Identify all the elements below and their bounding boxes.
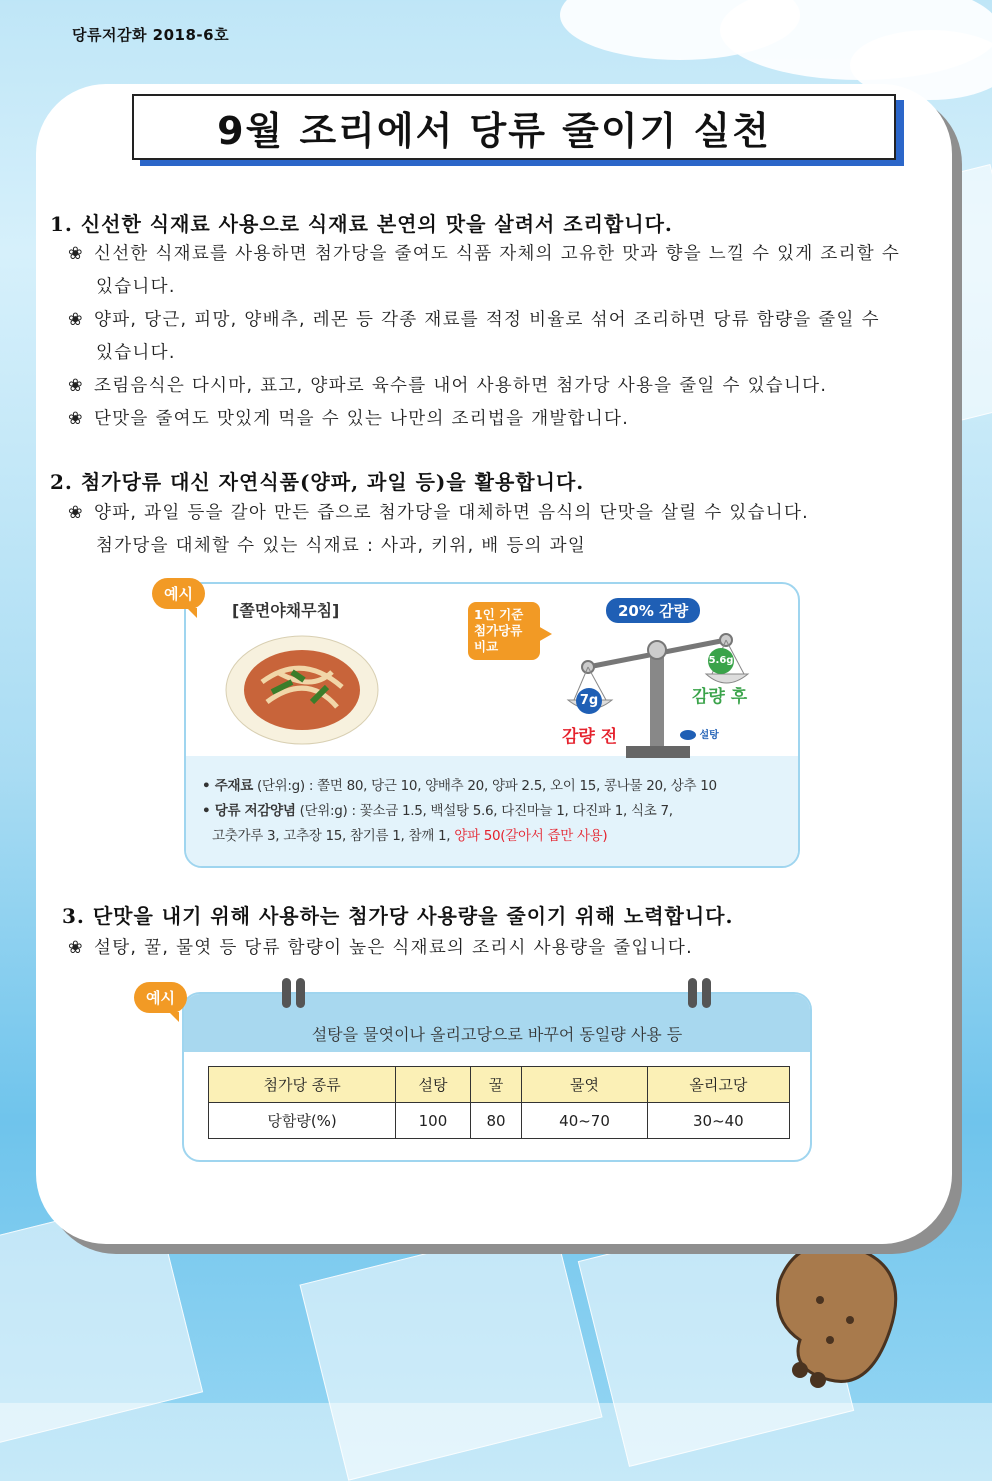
table-header-cell: 첨가당 종류 <box>209 1067 396 1103</box>
issue-tag: 당류저감화 2018-6호 <box>72 26 230 44</box>
table-header-cell: 꿀 <box>470 1067 522 1103</box>
table-cell: 100 <box>396 1103 471 1139</box>
list-item: ❀ 조림음식은 다시마, 표고, 양파로 육수를 내어 사용하면 첨가당 사용을 줄일 수 있습니다. <box>68 370 948 403</box>
section3-text: ❀ 설탕, 꿀, 물엿 등 당류 함량이 높은 식재료의 조리시 사용량을 줄입니다. <box>68 932 948 965</box>
list-item: ❀ 양파, 당근, 피망, 양배추, 레몬 등 각종 재료를 적정 비율로 섞어 조리하면 당류 함량을 줄일 수 <box>68 304 948 337</box>
sugar-content-table <box>208 1066 790 1139</box>
title-box <box>132 94 896 160</box>
after-weight: 5.6g <box>708 648 734 674</box>
flower-bullet-icon: ❀ <box>68 938 84 958</box>
table-header-cell: 설탕 <box>396 1067 471 1103</box>
bubble-tail <box>538 626 552 642</box>
binder-clip-icon <box>688 978 714 1008</box>
list-item: ❀ 단맛을 줄여도 맛있게 먹을 수 있는 나만의 조리법을 개발합니다. <box>68 403 948 436</box>
example-box-recipe <box>184 582 800 868</box>
binder-clip-icon <box>282 978 308 1008</box>
before-label: 감량 전 <box>562 727 618 747</box>
flower-bullet-icon: ❀ <box>68 310 84 330</box>
list-item-cont: 있습니다. <box>96 343 176 363</box>
section1-heading: 1. 신선한 식재료 사용으로 식재료 본연의 맛을 살려서 조리합니다. <box>50 212 673 236</box>
list-item-cont: 있습니다. <box>96 277 176 297</box>
after-label: 감량 후 <box>692 687 748 707</box>
sugar-logo-icon <box>680 730 696 740</box>
reduction-badge: 20% 감량 <box>606 598 700 623</box>
dish-photo <box>222 632 382 748</box>
recipe-info: • 주재료 (단위:g) : 쫄면 80, 당근 10, 양배추 20, 양파 2.5, 오이 15, 콩나물 20, 상추 10 • 당류 저감양념 (단위:g) : 꽃소금 1.5, 백설탕 5.6, 다진마늘 1, 다진파 1, 식초 7, 고춧가루 3, 고추장 15, 참기름 1, 참깨 1, 양파 50(갈아서 즙만 사용) <box>202 778 717 844</box>
example-box-table <box>182 992 812 1162</box>
page-title: 9월 조리에서 당류 줄이기 실천 <box>217 108 771 153</box>
flower-bullet-icon: ❀ <box>68 503 84 523</box>
section1-list <box>68 238 948 436</box>
section2-text: ❀ 양파, 과일 등을 갈아 만든 즙으로 첨가당을 대체하면 음식의 단맛을 살릴 수 있습니다. 첨가당을 대체할 수 있는 식재료 : 사과, 키위, 배 등의 과일 <box>68 497 948 563</box>
example-banner: 설탕을 물엿이나 올리고당으로 바꾸어 동일량 사용 등 <box>311 1025 683 1044</box>
mascot-illustration <box>760 1240 920 1400</box>
table-cell: 40~70 <box>522 1103 647 1139</box>
example-badge: 예시 <box>134 982 187 1013</box>
table-header-cell: 올리고당 <box>647 1067 789 1103</box>
comparison-bubble: 1인 기준 첨가당류 비교 <box>468 602 540 660</box>
table-header-row <box>209 1067 790 1103</box>
ice-cube-decoration <box>299 1221 602 1480</box>
before-weight: 7g <box>576 688 602 714</box>
sugar-logo: 설탕 <box>680 726 719 741</box>
list-item: ❀ 신선한 식재료를 사용하면 첨가당을 줄여도 식품 자체의 고유한 맛과 향을 느낄 수 있게 조리할 수 <box>68 238 948 271</box>
table-cell: 80 <box>470 1103 522 1139</box>
example-badge: 예시 <box>152 578 205 609</box>
table-cell: 30~40 <box>647 1103 789 1139</box>
table-header-cell: 물엿 <box>522 1067 647 1103</box>
flower-bullet-icon: ❀ <box>68 376 84 396</box>
section2-heading: 2. 첨가당류 대신 자연식품(양파, 과일 등)을 활용합니다. <box>50 470 585 494</box>
dish-name: [쫄면야채무침] <box>232 601 340 620</box>
flower-bullet-icon: ❀ <box>68 409 84 429</box>
section3-heading: 3. 단맛을 내기 위해 사용하는 첨가당 사용량을 줄이기 위해 노력합니다. <box>62 904 734 928</box>
table-row <box>209 1103 790 1139</box>
flower-bullet-icon: ❀ <box>68 244 84 264</box>
table-cell: 당함량(%) <box>209 1103 396 1139</box>
